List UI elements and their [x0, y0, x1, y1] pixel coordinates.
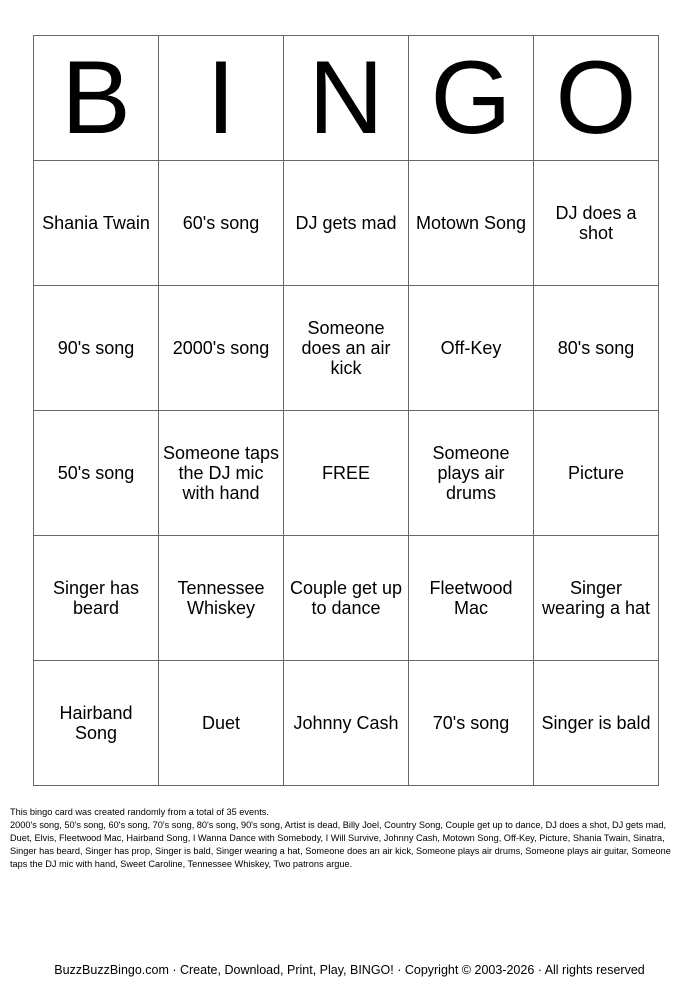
bingo-cell: Someone does an air kick [284, 286, 409, 411]
bingo-header-row [34, 36, 659, 161]
bingo-cell: Off-Key [409, 286, 534, 411]
bingo-cell: Someone taps the DJ mic with hand [159, 411, 284, 536]
header-letter-b: B [34, 36, 159, 161]
bingo-cell: Someone plays air drums [409, 411, 534, 536]
bingo-cell: Couple get up to dance [284, 536, 409, 661]
bingo-cell: Tennessee Whiskey [159, 536, 284, 661]
bingo-cell: Singer wearing a hat [534, 536, 659, 661]
bingo-card [33, 35, 659, 786]
bingo-cell: 50's song [34, 411, 159, 536]
bingo-row-3 [34, 411, 659, 536]
header-letter-n: N [284, 36, 409, 161]
bingo-cell: 60's song [159, 161, 284, 286]
card-info [10, 806, 690, 871]
bingo-row-1 [34, 161, 659, 286]
bingo-cell: Johnny Cash [284, 661, 409, 786]
footer-copyright: BuzzBuzzBingo.com · Create, Download, Print, Play, BINGO! · Copyright © 2003-2026 · All rights reserved [54, 963, 645, 977]
bingo-row-5 [34, 661, 659, 786]
bingo-cell: Singer is bald [534, 661, 659, 786]
bingo-cell: Singer has beard [34, 536, 159, 661]
header-letter-o: O [534, 36, 659, 161]
bingo-cell: Motown Song [409, 161, 534, 286]
bingo-cell: 90's song [34, 286, 159, 411]
bingo-cell: Shania Twain [34, 161, 159, 286]
bingo-cell: Duet [159, 661, 284, 786]
bingo-cell: DJ gets mad [284, 161, 409, 286]
bingo-cell: 2000's song [159, 286, 284, 411]
bingo-cell: Hairband Song [34, 661, 159, 786]
header-letter-i: I [159, 36, 284, 161]
bingo-cell: Fleetwood Mac [409, 536, 534, 661]
bingo-cell: 80's song [534, 286, 659, 411]
bingo-row-4 [34, 536, 659, 661]
card-summary: This bingo card was created randomly from a total of 35 events. [10, 807, 269, 817]
bingo-cell: Picture [534, 411, 659, 536]
free-space-cell: FREE [284, 411, 409, 536]
bingo-cell: 70's song [409, 661, 534, 786]
bingo-cell: DJ does a shot [534, 161, 659, 286]
header-letter-g: G [409, 36, 534, 161]
event-list: 2000's song, 50's song, 60's song, 70's song, 80's song, 90's song, Artist is dead, Billy Joel, Country Song, Couple get up to dance, DJ does a shot, DJ gets mad, Duet, Elvis, Fleetwood Mac, Hairband Song, I Wanna Dance with Somebody, I Will Survive, Johnny Cash, Motown Song, Off-Key, Picture, Shania Twain, Sinatra, Singer has beard, Singer has prop, Singer is bald, Singer wearing a hat, Someone does an air kick, Someone plays air drums, Someone plays air guitar, Someone taps the DJ mic with hand, Sweet Caroline, Tennessee Whiskey, Two patrons argue. [10, 820, 671, 869]
bingo-row-2 [34, 286, 659, 411]
